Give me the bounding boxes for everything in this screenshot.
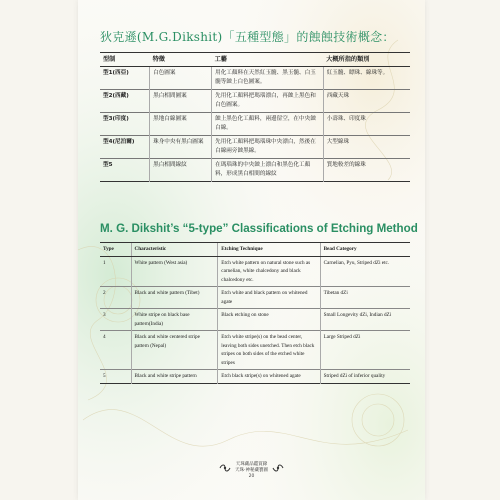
table-row <box>100 287 410 309</box>
type-cell: 1 <box>103 259 106 266</box>
column-header: 工藝 <box>212 53 324 67</box>
table-row <box>100 256 410 287</box>
type-cell: 3 <box>103 312 106 318</box>
category-cell: 西藏天珠 <box>323 90 410 113</box>
technique-cell: Etch black stripe(s) on whitened agate <box>218 370 320 384</box>
table-row <box>100 90 410 113</box>
category-cell: Large Striped dZi <box>320 331 410 370</box>
type-cell: 4 <box>103 334 106 340</box>
craft-cell: 在瑪瑙珠的中央蝕上漂白和黑色化工顏料，形成黑白相間的線紋 <box>212 159 324 182</box>
brand-line-1: 天珠藏品鑑賞錄 <box>235 462 268 467</box>
feature-cell: 黑地白線圖案 <box>150 113 212 136</box>
technique-cell: Etch white stripe(s) on the bead center, leaving both sides unetched. Then etch black stripes on both sides of the etched white stripes <box>218 331 320 370</box>
chinese-section-title: 狄克遜(M.G.Dikshit)「五種型態」的蝕蝕技術概念： <box>100 30 395 44</box>
english-classification-table <box>100 242 410 384</box>
craft-cell: 先用化工顏料把瑪瑙珠中央漂白，然後在白線兩旁蝕黑線。 <box>212 136 324 159</box>
type-cell: 5 <box>103 373 106 379</box>
craft-cell: 蝕上黑色化工顏料，兩邊留空，在中央蝕白線。 <box>212 113 324 136</box>
table-header-row <box>100 53 410 67</box>
table-row <box>100 331 410 370</box>
footer-brand <box>235 462 268 473</box>
column-header: Characteristic <box>131 243 218 257</box>
technique-cell: Etch white pattern on natural stone such as carnelian, white chalcedony and black chalcedony etc. <box>218 256 320 287</box>
chinese-classification-table <box>100 52 410 182</box>
characteristic-cell: White pattern (West asia) <box>131 256 218 287</box>
footer-logo <box>78 462 425 473</box>
column-header: Etching Technique <box>218 243 320 257</box>
characteristic-cell: Black and white stripe pattern <box>131 370 218 384</box>
type-cell: 型3(印度) <box>103 116 129 122</box>
category-cell: 小壽珠、印度珠 <box>323 113 410 136</box>
type-cell: 型5 <box>103 162 113 168</box>
page-number: 20 <box>248 474 255 479</box>
characteristic-cell: White stripe on black base pattern(India) <box>131 309 218 331</box>
document-page <box>78 0 425 500</box>
page-footer <box>78 462 425 492</box>
category-cell: Small Longevity dZi, Indian dZi <box>320 309 410 331</box>
category-cell: 質地較差的線珠 <box>323 159 410 182</box>
characteristic-cell: Black and white pattern (Tibet) <box>131 287 218 309</box>
brand-line-2: 天珠·神秘藏寶圖 <box>235 467 268 473</box>
left-ornament-icon <box>219 463 231 473</box>
feature-cell: 白色圖案 <box>150 67 212 90</box>
table-row <box>100 67 410 90</box>
column-header: 大概所指的類別 <box>323 53 410 67</box>
craft-cell: 先用化工顏料把瑪瑙漂白，再蝕上黑色和白色圖案。 <box>212 90 324 113</box>
characteristic-cell: Black and white centered stripe pattern (Nepal) <box>131 331 218 370</box>
type-cell: 型1(西亞) <box>103 70 129 76</box>
column-header: 型制 <box>100 53 150 67</box>
feature-cell: 珠身中央有黑白圖案 <box>150 136 212 159</box>
table-row <box>100 159 410 182</box>
column-header: Type <box>100 243 131 257</box>
craft-cell: 用化工顏料在天然紅玉髓、黑玉髓、白玉髓等蝕上白色圖案。 <box>212 67 324 90</box>
type-cell: 型2(西藏) <box>103 93 129 99</box>
column-header: 特徵 <box>150 53 212 67</box>
table-header-row <box>100 243 410 257</box>
category-cell: 大型線珠 <box>323 136 410 159</box>
table-row <box>100 136 410 159</box>
category-cell: 紅玉髓、瞟珠、線珠等。 <box>323 67 410 90</box>
feature-cell: 黑白相間線紋 <box>150 159 212 182</box>
technique-cell: Etch white and black pattern on whitened agate <box>218 287 320 309</box>
english-section-title: M. G. Dikshit’s “5-type” Classifications of Etching Method <box>100 222 418 235</box>
table-row <box>100 370 410 384</box>
table-row <box>100 309 410 331</box>
type-cell: 型4(尼泊爾) <box>103 139 135 145</box>
category-cell: Striped dZi of inferior quality <box>320 370 410 384</box>
category-cell: Tibetan dZi <box>320 287 410 309</box>
type-cell: 2 <box>103 290 106 296</box>
category-cell: Carnelian, Pyu, Striped dZi etc. <box>320 256 410 287</box>
feature-cell: 黑白相間圖案 <box>150 90 212 113</box>
right-ornament-icon <box>272 463 284 473</box>
column-header: Bead Category <box>320 243 410 257</box>
technique-cell: Black etching on stone <box>218 309 320 331</box>
table-row <box>100 113 410 136</box>
